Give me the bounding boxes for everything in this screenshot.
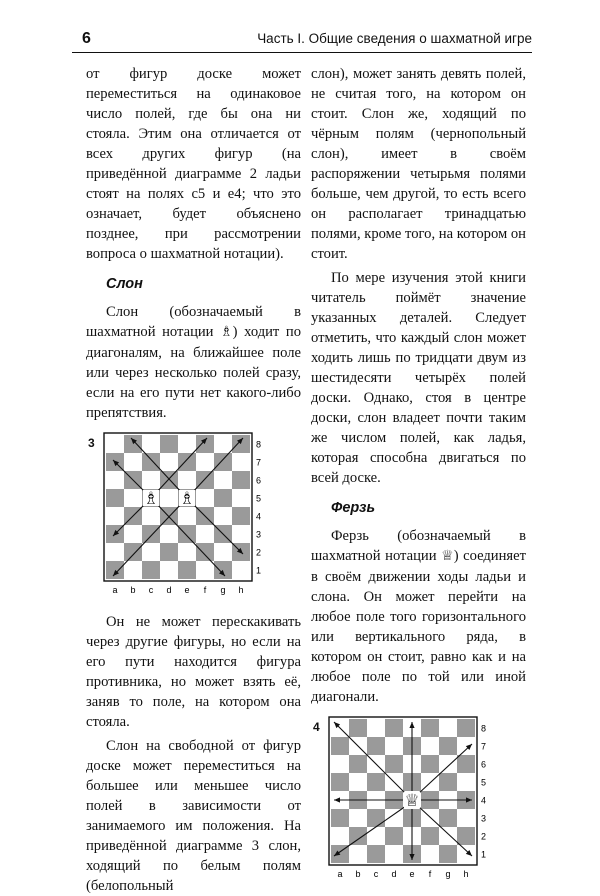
diagram-4-number: 4 (313, 720, 320, 734)
diagram-3-square-g7 (214, 453, 232, 471)
bishop-c5-icon: ♗ (143, 489, 159, 509)
diagram-3-square-g5 (214, 489, 232, 507)
diagram-3-square-g2 (214, 543, 232, 561)
diagram-3-square-e4 (178, 507, 196, 525)
queen-text-end: ) соединяет в своём движении ходы ладьи и слона. Он может перейти на любое поле того горизонтального или вертикального ряда, в котором он стоит, равно как и на любое поле по той или иной диагонали. (311, 548, 526, 705)
diagram-3-file-label: a (112, 585, 118, 595)
diagram-4-file-label: h (463, 869, 469, 879)
diagram-3-file-label: g (220, 585, 226, 595)
bishop-notation-icon: ♗ (220, 325, 233, 340)
diagram-4-file-label: c (373, 869, 379, 879)
diagram-4-square-a2 (331, 827, 349, 845)
diagram-4-rank-label: 8 (481, 723, 487, 734)
left-paragraph-3: Он не может перескакивать через другие фигуры, но если на его пути находится фигура противника, но может взять её, заняв то поле, на котором она стояла. (86, 614, 301, 730)
queen-text-start: Ферзь (обозначаемый в шахматной нотации (311, 528, 526, 564)
bishop-heading: Слон (106, 276, 143, 292)
diagram-3-square-f1 (196, 561, 214, 579)
diagram-4-square-h8 (457, 719, 475, 737)
diagram-3-square-a4 (106, 507, 124, 525)
diagram-3-square-a8 (106, 435, 124, 453)
diagram-3-square-a6 (106, 471, 124, 489)
page-header (72, 30, 532, 53)
diagram-4-file-label: g (445, 869, 451, 879)
diagram-4-square-g6 (439, 755, 457, 773)
diagram-3-file-label: c (148, 585, 154, 595)
diagram-4-square-b8 (349, 719, 367, 737)
diagram-3-file-label: d (166, 585, 172, 595)
bishop-text-start: Слон (обозначаемый в шахматной нотации (86, 304, 301, 340)
diagram-4-square-b6 (349, 755, 367, 773)
diagram-3-square-f8 (196, 435, 214, 453)
right-paragraph-1: слон), может занять девять полей, не считая того, на котором он стоит. Слон же, ходящий по чёрным полям (чернопольный слон), имеет в своём распоряжении четырьмя полями больше, чем другой, то есть всего он располагает тринадцатью полями, кроме того, на котором он стоит. (311, 66, 526, 262)
diagram-3-square-e7 (178, 453, 196, 471)
diagram-4-square-b3 (349, 809, 367, 827)
diagram-4-square-g8 (439, 719, 457, 737)
diagram-3-square-a2 (106, 543, 124, 561)
diagram-4-file-label: f (428, 869, 432, 879)
diagram-3-square-f7 (196, 453, 214, 471)
diagram-3-square-e8 (178, 435, 196, 453)
bishop-paragraph (86, 302, 301, 423)
diagram-3-square-b5 (124, 489, 142, 507)
diagram-4-square-b1 (349, 845, 367, 863)
diagram-3-square-h3 (232, 525, 250, 543)
diagram-3-square-e1 (178, 561, 196, 579)
diagram-4-file-label: b (355, 869, 361, 879)
diagram-4-square-f6 (421, 755, 439, 773)
diagram-3-square-g1 (214, 561, 232, 579)
diagram-4-square-a7 (331, 737, 349, 755)
diagram-3-square-d5 (160, 489, 178, 507)
diagram-4-file-label: d (391, 869, 397, 879)
diagram-3-square-c6 (142, 471, 160, 489)
diagram-3-square-b7 (124, 453, 142, 471)
queen-paragraph (311, 526, 526, 707)
diagram-4-square-c2 (367, 827, 385, 845)
diagram-4-rank-label: 4 (481, 795, 487, 806)
diagram-4-square-a5 (331, 773, 349, 791)
diagram-3-square-a5 (106, 489, 124, 507)
diagram-3-square-d7 (160, 453, 178, 471)
diagram-3-file-label: e (184, 585, 190, 595)
diagram-4-square-g7 (439, 737, 457, 755)
diagram-3-square-b8 (124, 435, 142, 453)
diagram-3 (86, 431, 301, 606)
bishop-e5-icon: ♗ (179, 489, 195, 509)
left-paragraph-1: от фигур доске может переместиться на одинаковое число полей, где бы она ни стояла. Этим она отличается от всех других фигур (на приведённой диаграмме 2 ладьи стоят на полях c5 и e4; что это означает, будет объяснено позднее, при рассмотрении вопроса о шахматной нотации). (86, 66, 301, 262)
diagram-3-board (100, 431, 280, 603)
diagram-3-rank-label: 4 (256, 511, 262, 522)
bishop-text-end: ) ходит по диагоналям, на ближайшее поле или через несколько полей сразу, если на его пути нет какого-либо препятствия. (86, 324, 301, 421)
diagram-4-square-c7 (367, 737, 385, 755)
diagram-4-square-b2 (349, 827, 367, 845)
diagram-4-square-h6 (457, 755, 475, 773)
diagram-3-square-c4 (142, 507, 160, 525)
diagram-3-rank-label: 8 (256, 439, 262, 450)
diagram-4-square-a3 (331, 809, 349, 827)
diagram-4-square-d7 (385, 737, 403, 755)
diagram-3-file-label: b (130, 585, 136, 595)
diagram-3-square-d3 (160, 525, 178, 543)
diagram-3-square-d1 (160, 561, 178, 579)
diagram-3-rank-label: 2 (256, 547, 262, 558)
diagram-4-square-f2 (421, 827, 439, 845)
queen-heading: Ферзь (331, 500, 376, 516)
diagram-4-square-b5 (349, 773, 367, 791)
diagram-4-square-d3 (385, 809, 403, 827)
diagram-3-square-b1 (124, 561, 142, 579)
queen-e4-icon: ♕ (404, 791, 420, 811)
diagram-4-rank-label: 2 (481, 831, 487, 842)
diagram-4-square-d8 (385, 719, 403, 737)
diagram-3-square-e3 (178, 525, 196, 543)
diagram-4-file-label: a (337, 869, 343, 879)
diagram-3-rank-label: 7 (256, 457, 262, 468)
queen-notation-icon: ♕ (441, 549, 454, 564)
diagram-4-square-a6 (331, 755, 349, 773)
running-title: Часть I. Общие сведения о шахматной игре (257, 31, 532, 46)
diagram-4-square-c3 (367, 809, 385, 827)
diagram-3-square-h5 (232, 489, 250, 507)
diagram-4-square-c1 (367, 845, 385, 863)
diagram-3-square-c8 (142, 435, 160, 453)
diagram-3-square-g4 (214, 507, 232, 525)
diagram-3-square-c3 (142, 525, 160, 543)
diagram-3-square-b2 (124, 543, 142, 561)
diagram-4-square-d6 (385, 755, 403, 773)
diagram-3-square-c7 (142, 453, 160, 471)
left-column (86, 64, 301, 896)
diagram-3-square-c2 (142, 543, 160, 561)
diagram-4-square-h2 (457, 827, 475, 845)
diagram-3-rank-label: 6 (256, 475, 262, 486)
diagram-4-square-g5 (439, 773, 457, 791)
diagram-3-square-h7 (232, 453, 250, 471)
diagram-3-square-g6 (214, 471, 232, 489)
diagram-3-square-a1 (106, 561, 124, 579)
right-paragraph-2: По мере изучения этой книги читатель поймёт значение указанных деталей. Следует отметить, что каждый слон может ходить лишь по тридцати двум из шестидесяти четырёх полей доски. Однако, стоя в центре доски, слон владеет почти таким же числом полей, как ладья, которая способна двигаться по всей доске. (311, 270, 526, 486)
diagram-4-rank-label: 5 (481, 777, 487, 788)
diagram-3-square-f5 (196, 489, 214, 507)
diagram-4-square-c8 (367, 719, 385, 737)
diagram-4 (311, 715, 526, 890)
diagram-3-square-e6 (178, 471, 196, 489)
diagram-4-board (325, 715, 505, 887)
diagram-3-square-e2 (178, 543, 196, 561)
right-column (311, 64, 526, 896)
diagram-4-square-h5 (457, 773, 475, 791)
diagram-4-square-h7 (457, 737, 475, 755)
left-paragraph-4: Слон на свободной от фигур доске может переместиться на большее или меньшее число полей в зависимости от занимаемого им положения. На приведённой диаграмме 3 слон, ходящий по белым полям (белопольный (86, 738, 301, 894)
diagram-4-square-c5 (367, 773, 385, 791)
diagram-4-square-f8 (421, 719, 439, 737)
diagram-3-square-d2 (160, 543, 178, 561)
diagram-3-square-f3 (196, 525, 214, 543)
diagram-4-square-h1 (457, 845, 475, 863)
diagram-4-rank-label: 1 (481, 849, 487, 860)
diagram-3-number: 3 (88, 436, 95, 450)
diagram-4-square-d1 (385, 845, 403, 863)
diagram-3-square-g8 (214, 435, 232, 453)
diagram-4-square-h3 (457, 809, 475, 827)
diagram-4-square-g2 (439, 827, 457, 845)
diagram-3-file-label: f (203, 585, 207, 595)
diagram-3-square-h8 (232, 435, 250, 453)
diagram-4-square-g3 (439, 809, 457, 827)
diagram-4-square-f7 (421, 737, 439, 755)
diagram-3-square-c1 (142, 561, 160, 579)
diagram-3-rank-label: 1 (256, 565, 262, 576)
diagram-4-square-d2 (385, 827, 403, 845)
diagram-3-square-h4 (232, 507, 250, 525)
diagram-3-square-f2 (196, 543, 214, 561)
diagram-3-file-label: h (238, 585, 244, 595)
diagram-4-square-g1 (439, 845, 457, 863)
diagram-3-square-d8 (160, 435, 178, 453)
diagram-4-file-label: e (409, 869, 415, 879)
diagram-4-rank-label: 3 (481, 813, 487, 824)
diagram-3-square-h6 (232, 471, 250, 489)
diagram-4-square-f1 (421, 845, 439, 863)
diagram-4-rank-label: 6 (481, 759, 487, 770)
page-number: 6 (82, 30, 91, 47)
diagram-3-square-h1 (232, 561, 250, 579)
diagram-3-square-b3 (124, 525, 142, 543)
diagram-4-rank-label: 7 (481, 741, 487, 752)
diagram-3-rank-label: 5 (256, 493, 262, 504)
diagram-3-rank-label: 3 (256, 529, 262, 540)
